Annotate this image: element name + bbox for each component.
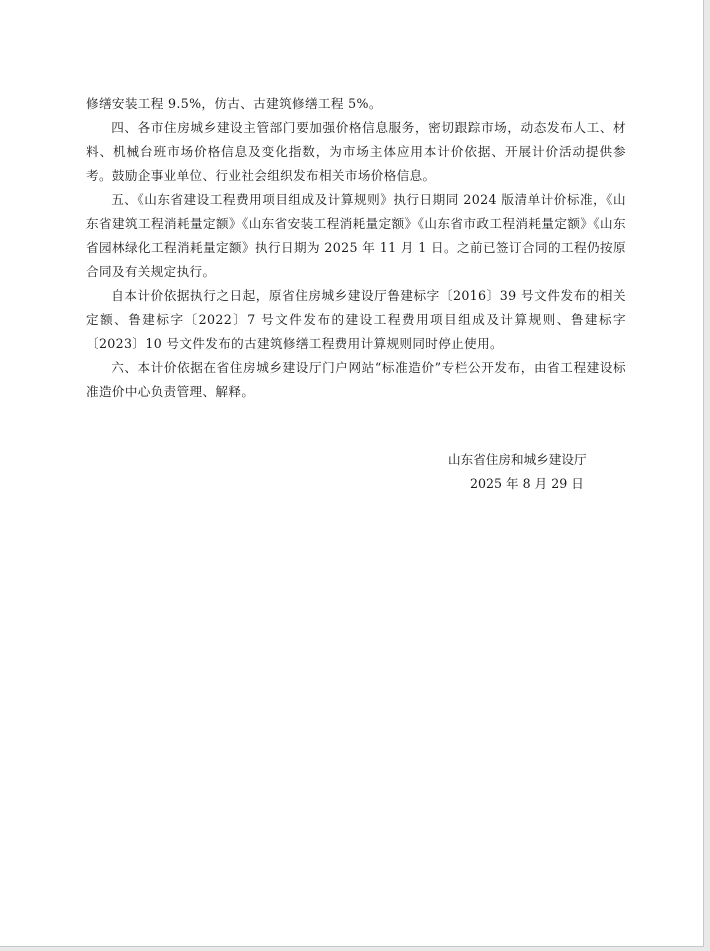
paragraph-repeal-notice: 自本计价依据执行之日起，原省住房城乡建设厅鲁建标字〔2016〕39 号文件发布的相关定额、鲁建标字〔2022〕7 号文件发布的建设工程费用项目组成及计算规则、鲁建标字〔2023〕10 号文件发布的古建筑修缮工程费用计算规则同时停止使用。 [86,288,626,351]
signing-date: 2025 年 8 月 29 日 [470,476,584,491]
signature-block [440,448,620,496]
paragraph-item-5: 五、《山东省建设工程费用项目组成及计算规则》执行日期同 2024 版清单计价标准，《山东省建筑工程消耗量定额》《山东省安装工程消耗量定额》《山东省市政工程消耗量定额》《山东省园林绿化工程消耗量定额》执行日期为 2025 年 11 月 1 日。之前已签订合同的工程仍按原合同及有关规定执行。 [86,192,626,279]
document-body [86,92,626,404]
page-edge-right [703,0,704,946]
paragraph-item-4: 四、各市住房城乡建设主管部门要加强价格信息服务，密切跟踪市场，动态发布人工、材料、机械台班市场价格信息及变化指数，为市场主体应用本计价依据、开展计价活动提供参考。鼓励企事业单位、行业社会组织发布相关市场价格信息。 [86,120,626,183]
paragraph-continuation: 修缮安装工程 9.5%，仿古、古建筑修缮工程 5%。 [86,96,382,111]
signing-organization: 山东省住房和城乡建设厅 [448,452,587,467]
page-edge-bottom [0,946,704,947]
paragraph-item-6: 六、本计价依据在省住房城乡建设厅门户网站“标准造价”专栏公开发布，由省工程建设标准造价中心负责管理、解释。 [86,360,626,399]
